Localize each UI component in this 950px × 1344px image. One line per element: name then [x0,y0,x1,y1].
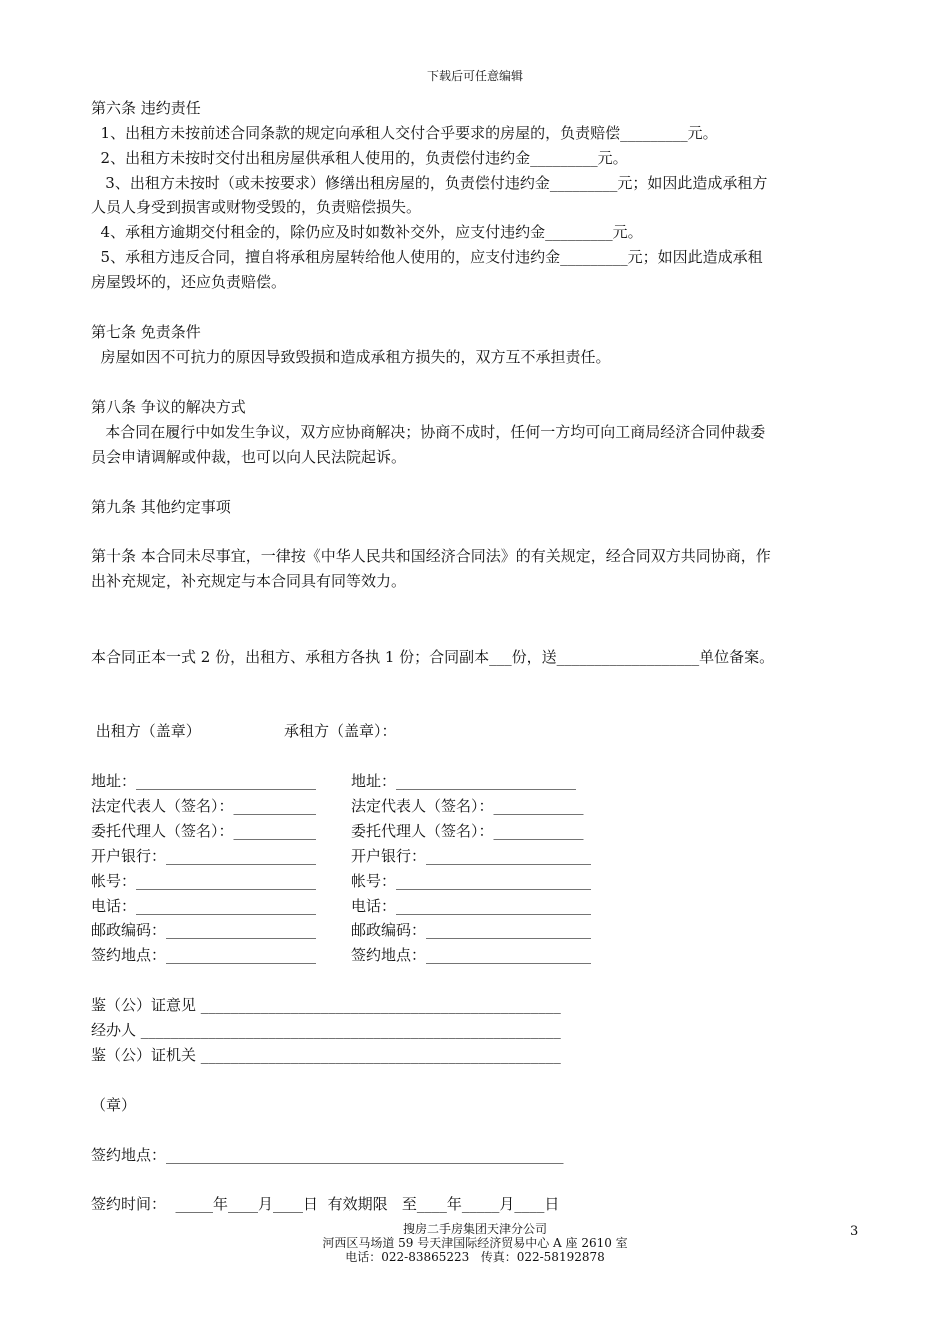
lessor-agent-field[interactable]: 委托代理人（签名）：___________ [91,822,317,840]
lessor-sign-place-field[interactable]: 签约地点：____________________ [91,946,317,964]
footer-contact: 电话：022-83865223 传真：022-58192878 [345,1250,605,1264]
lessor-address-field[interactable]: 地址：________________________ [91,772,317,790]
lessor-account-field[interactable]: 帐号：________________________ [91,872,317,890]
lessee-seal-label: 承租方（盖章）： [284,722,397,740]
article-10-line: 出补充规定，补充规定与本合同具有同等效力。 [91,572,407,590]
page-number: 3 [850,1224,859,1239]
lessee-postcode-field[interactable]: 邮政编码：______________________ [351,921,592,939]
lessee-account-field[interactable]: 帐号：__________________________ [351,872,592,890]
lessee-phone-field[interactable]: 电话：__________________________ [351,897,592,915]
article-6-line: 人员人身受到损害或财物受毁的，负责赔偿损失。 [91,198,422,216]
article-6-line: 1、出租方未按前述合同条款的规定向承租人交付合乎要求的房屋的，负责赔偿_________元。 [91,124,718,142]
notary-opinion-field[interactable]: 鉴（公）证意见 ________________________________________________ [91,996,561,1014]
sign-time-field[interactable]: 签约时间： _____年____月____日 有效期限 至____年_____月____日 [91,1195,560,1213]
article-9-title: 第九条 其他约定事项 [91,498,231,516]
article-6-line: 4、承租方逾期交付租金的，除仍应及时如数补交外，应支付违约金_________元。 [91,223,643,241]
footer-company: 搜房二手房集团天津分公司 [402,1222,547,1236]
lessee-address-field[interactable]: 地址：________________________ [351,772,577,790]
article-6-line: 5、承租方违反合同，擅自将承租房屋转给他人使用的，应支付违约金_________元；如因此造成承租 [91,248,763,266]
lessor-phone-field[interactable]: 电话：________________________ [91,897,317,915]
lessor-postcode-field[interactable]: 邮政编码：____________________ [91,921,317,939]
lessee-bank-field[interactable]: 开户银行：______________________ [351,847,592,865]
article-7-line: 房屋如因不可抗力的原因导致毁损和造成承租方损失的，双方互不承担责任。 [91,348,611,366]
article-6-line: 房屋毁坏的，还应负责赔偿。 [91,273,287,291]
article-6-line: 2、出租方未按时交付出租房屋供承租人使用的，负责偿付违约金_________元。 [91,149,628,167]
lessee-legal-rep-field[interactable]: 法定代表人（签名）：____________ [351,797,584,815]
lessee-agent-field[interactable]: 委托代理人（签名）：____________ [351,822,584,840]
article-8-title: 第八条 争议的解决方式 [91,398,246,416]
article-10-line: 第十条 本合同未尽事宜，一律按《中华人民共和国经济合同法》的有关规定，经合同双方共同协商，作 [91,547,771,565]
article-6-title: 第六条 违约责任 [91,99,201,117]
article-6-line: 3、出租方未按时（或未按要求）修缮出租房屋的，负责偿付违约金_________元；如因此造成承租方 [91,174,768,192]
footer-address: 河西区马场道 59 号天津国际经济贸易中心 A 座 2610 室 [322,1236,628,1250]
notary-handler-field[interactable]: 经办人 ________________________________________________________ [91,1021,561,1039]
lessor-legal-rep-field[interactable]: 法定代表人（签名）：___________ [91,797,317,815]
article-8-line: 本合同在履行中如发生争议，双方应协商解决；协商不成时，任何一方均可向工商局经济合同仲裁委 [91,423,766,441]
lessor-seal-label: 出租方（盖章） [91,722,201,740]
article-7-title: 第七条 免责条件 [91,323,201,341]
sign-place-field[interactable]: 签约地点：_____________________________________________________ [91,1146,564,1164]
lessor-bank-field[interactable]: 开户银行：____________________ [91,847,317,865]
seal-label: （章） [91,1096,137,1114]
copies-clause: 本合同正本一式 2 份，出租方、承租方各执 1 份；合同副本___份，送___________________单位备案。 [91,648,775,666]
article-8-line: 员会申请调解或仲裁，也可以向人民法院起诉。 [91,448,407,466]
notary-authority-field[interactable]: 鉴（公）证机关 ________________________________________________ [91,1046,561,1064]
page-header: 下载后可任意编辑 [426,69,523,83]
lessee-sign-place-field[interactable]: 签约地点：______________________ [351,946,592,964]
